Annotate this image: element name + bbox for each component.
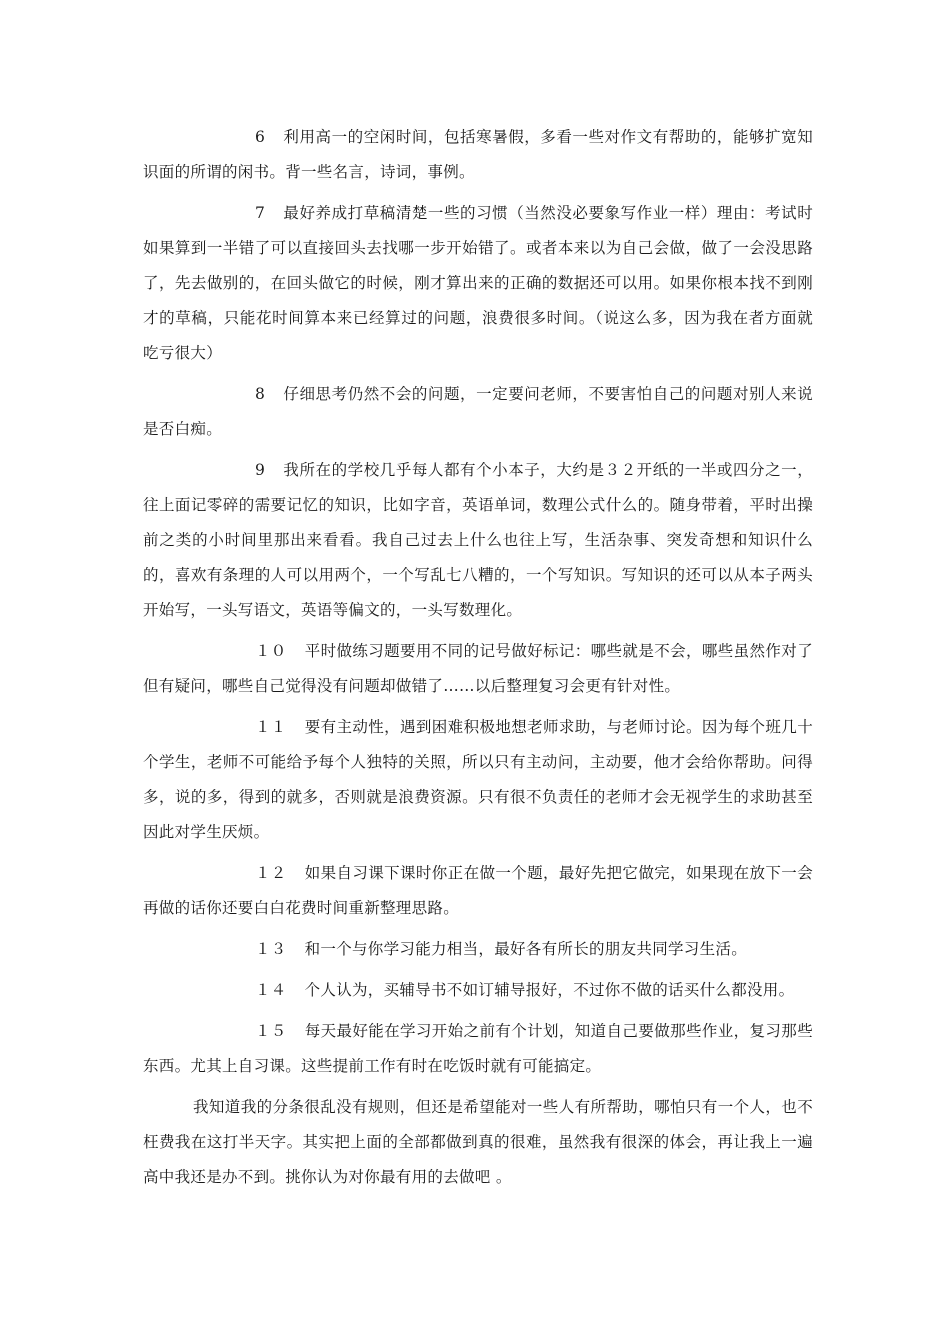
tip-text: 平时做练习题要用不同的记号做好标记：哪些就是不会，哪些虽然作对了但有疑问，哪些自己觉得没有问题却做错了……以后整理复习会更有针对性。 xyxy=(143,642,813,695)
tip-paragraph-14 xyxy=(143,973,813,1008)
tip-paragraph-9 xyxy=(143,453,813,628)
closing-paragraph: 我知道我的分条很乱没有规则，但还是希望能对一些人有所帮助，哪怕只有一个人，也不枉费我在这打半天字。其实把上面的全部都做到真的很难，虽然我有很深的体会，再让我上一遍高中我还是办不到。挑你认为对你最有用的去做吧 。 xyxy=(143,1098,813,1186)
tip-text: 仔细思考仍然不会的问题，一定要问老师，不要害怕自己的问题对别人来说是否白痴。 xyxy=(143,385,813,438)
tip-number: １３ xyxy=(255,940,287,958)
tip-text: 利用高一的空闲时间，包括寒暑假，多看一些对作文有帮助的，能够扩宽知识面的所谓的闲书。背一些名言，诗词，事例。 xyxy=(143,128,813,181)
tip-text: 如果自习课下课时你正在做一个题，最好先把它做完，如果现在放下一会再做的话你还要白白花费时间重新整理思路。 xyxy=(143,864,813,917)
tip-number: 6 xyxy=(255,128,266,146)
tip-paragraph-8 xyxy=(143,377,813,447)
tip-number: １１ xyxy=(255,718,287,736)
tip-number: 9 xyxy=(255,461,266,479)
tip-text: 个人认为，买辅导书不如订辅导报好，不过你不做的话买什么都没用。 xyxy=(304,981,795,999)
tip-paragraph-10 xyxy=(143,634,813,704)
tip-number: 7 xyxy=(255,204,266,222)
tip-number: 8 xyxy=(255,385,266,403)
tip-paragraph-6 xyxy=(143,120,813,190)
tip-number: １０ xyxy=(255,642,287,660)
tip-paragraph-13 xyxy=(143,932,813,967)
tip-paragraph-15 xyxy=(143,1014,813,1084)
tip-paragraph-7 xyxy=(143,196,813,371)
tip-text: 和一个与你学习能力相当，最好各有所长的朋友共同学习生活。 xyxy=(304,940,748,958)
document-body xyxy=(143,120,813,1201)
tip-number: １２ xyxy=(255,864,287,882)
tip-paragraph-12 xyxy=(143,856,813,926)
tip-paragraph-11 xyxy=(143,710,813,850)
tip-text: 最好养成打草稿清楚一些的习惯（当然没必要象写作业一样）理由：考试时如果算到一半错了可以直接回头去找哪一步开始错了。或者本来以为自己会做，做了一会没思路了，先去做别的，在回头做它的时候，刚才算出来的正确的数据还可以用。如果你根本找不到刚才的草稿，只能花时间算本来已经算过的问题，浪费很多时间。（说这么多，因为我在者方面就吃亏很大） xyxy=(143,204,813,362)
tip-text: 我所在的学校几乎每人都有个小本子，大约是３２开纸的一半或四分之一，往上面记零碎的需要记忆的知识，比如字音，英语单词，数理公式什么的。随身带着，平时出操前之类的小时间里那出来看看。我自己过去上什么也往上写，生活杂事、突发奇想和知识什么的，喜欢有条理的人可以用两个，一个写乱七八糟的，一个写知识。写知识的还可以从本子两头开始写，一头写语文，英语等偏文的，一头写数理化。 xyxy=(143,461,813,619)
tip-text: 要有主动性，遇到困难积极地想老师求助，与老师讨论。因为每个班几十个学生，老师不可能给予每个人独特的关照，所以只有主动问，主动要，他才会给你帮助。问得多，说的多，得到的就多，否则就是浪费资源。只有很不负责任的老师才会无视学生的求助甚至因此对学生厌烦。 xyxy=(143,718,813,841)
tip-number: １５ xyxy=(255,1022,287,1040)
tip-text: 每天最好能在学习开始之前有个计划，知道自己要做那些作业，复习那些东西。尤其上自习课。这些提前工作有时在吃饭时就有可能搞定。 xyxy=(143,1022,813,1075)
tip-number: １４ xyxy=(255,981,287,999)
